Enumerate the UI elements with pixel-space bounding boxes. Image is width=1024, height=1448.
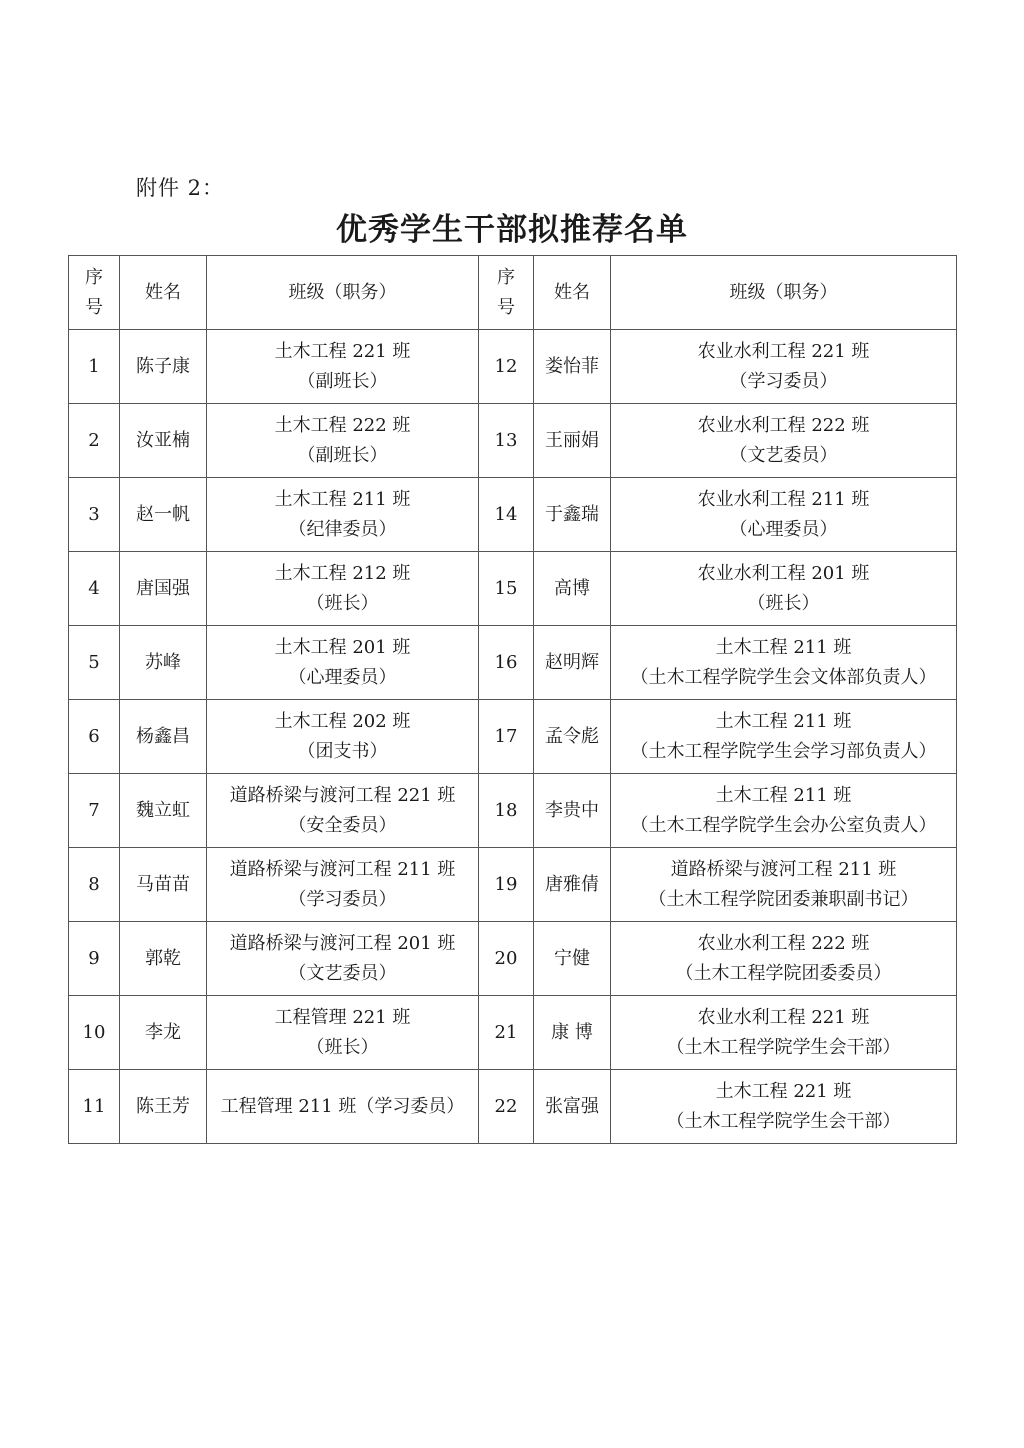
class-name: 道路桥梁与渡河工程 211 班 [229, 858, 456, 880]
class-duty-cell [207, 552, 479, 626]
duty-title: （班长） [747, 592, 820, 614]
table-body [69, 330, 957, 1144]
class-duty-cell [207, 700, 479, 774]
student-name: 苏峰 [120, 626, 207, 700]
class-duty-cell [207, 626, 479, 700]
class-name: 道路桥梁与渡河工程 221 班 [229, 784, 456, 806]
class-duty-cell [207, 1070, 479, 1144]
duty-title: （纪律委员） [288, 518, 397, 540]
class-duty-cell [611, 552, 957, 626]
class-name: 工程管理 221 班 [274, 1006, 411, 1028]
class-name: 土木工程 221 班 [274, 340, 411, 362]
duty-title: （心理委员） [288, 666, 397, 688]
student-name: 娄怡菲 [534, 330, 611, 404]
header-no-right [479, 256, 534, 330]
header-no-line1: 序 [497, 266, 515, 288]
student-name: 于鑫瑞 [534, 478, 611, 552]
table-row [69, 996, 957, 1070]
student-name: 马苗苗 [120, 848, 207, 922]
duty-title: （土木工程学院学生会办公室负责人） [630, 814, 937, 836]
student-name: 宁健 [534, 922, 611, 996]
class-name: 土木工程 211 班 [715, 784, 852, 806]
header-no-line2: 号 [85, 296, 103, 318]
class-name: 道路桥梁与渡河工程 201 班 [229, 932, 456, 954]
row-number: 18 [479, 774, 534, 848]
table-row [69, 478, 957, 552]
class-duty-cell [207, 330, 479, 404]
class-name: 道路桥梁与渡河工程 211 班 [670, 858, 897, 880]
class-duty-cell [207, 478, 479, 552]
duty-title: （文艺委员） [729, 444, 838, 466]
class-name: 农业水利工程 201 班 [697, 562, 870, 584]
row-number: 19 [479, 848, 534, 922]
row-number: 6 [69, 700, 120, 774]
duty-title: （土木工程学院学生会学习部负责人） [630, 740, 937, 762]
duty-title: （土木工程学院学生会干部） [666, 1036, 901, 1058]
page-title: 优秀学生干部拟推荐名单 [336, 212, 688, 248]
class-duty-cell [611, 774, 957, 848]
row-number: 8 [69, 848, 120, 922]
row-number: 1 [69, 330, 120, 404]
row-number: 21 [479, 996, 534, 1070]
duty-title: （土木工程学院团委兼职副书记） [648, 888, 919, 910]
table-row [69, 626, 957, 700]
class-name: 土木工程 211 班 [715, 710, 852, 732]
row-number: 14 [479, 478, 534, 552]
student-name: 赵一帆 [120, 478, 207, 552]
class-duty-cell [611, 404, 957, 478]
duty-title: （班长） [306, 1036, 379, 1058]
row-number: 15 [479, 552, 534, 626]
duty-title: （文艺委员） [288, 962, 397, 984]
class-name: 土木工程 212 班 [274, 562, 411, 584]
class-name: 农业水利工程 222 班 [697, 414, 870, 436]
class-duty-cell [611, 700, 957, 774]
student-name: 李贵中 [534, 774, 611, 848]
student-name: 唐国强 [120, 552, 207, 626]
duty-title: （学习委员） [288, 888, 397, 910]
recommendation-table [68, 255, 957, 1144]
class-duty-cell [611, 922, 957, 996]
duty-title: （副班长） [297, 370, 388, 392]
row-number: 13 [479, 404, 534, 478]
student-name: 郭乾 [120, 922, 207, 996]
table-row [69, 552, 957, 626]
class-duty-cell [207, 922, 479, 996]
student-name: 杨鑫昌 [120, 700, 207, 774]
student-name: 陈子康 [120, 330, 207, 404]
row-number: 5 [69, 626, 120, 700]
class-name: 土木工程 221 班 [715, 1080, 852, 1102]
header-no-line1: 序 [85, 266, 103, 288]
table-header-row [69, 256, 957, 330]
class-duty-cell [207, 404, 479, 478]
duty-title: （学习委员） [729, 370, 838, 392]
class-duty-cell [611, 848, 957, 922]
student-name: 陈王芳 [120, 1070, 207, 1144]
row-number: 7 [69, 774, 120, 848]
class-name: 土木工程 222 班 [274, 414, 411, 436]
class-duty-cell [611, 478, 957, 552]
row-number: 17 [479, 700, 534, 774]
student-name: 魏立虹 [120, 774, 207, 848]
header-name-left: 姓名 [120, 256, 207, 330]
header-name-right: 姓名 [534, 256, 611, 330]
class-duty-cell [207, 848, 479, 922]
table-row [69, 700, 957, 774]
class-duty-cell [611, 626, 957, 700]
header-class-left: 班级（职务） [207, 256, 479, 330]
class-name: 土木工程 211 班 [715, 636, 852, 658]
class-name: 农业水利工程 221 班 [697, 1006, 870, 1028]
class-duty-cell [611, 996, 957, 1070]
class-duty-cell [611, 1070, 957, 1144]
duty-title: （土木工程学院团委委员） [675, 962, 892, 984]
class-duty-cell [207, 996, 479, 1070]
duty-title: （安全委员） [288, 814, 397, 836]
row-number: 4 [69, 552, 120, 626]
student-name: 王丽娟 [534, 404, 611, 478]
row-number: 9 [69, 922, 120, 996]
student-name: 张富强 [534, 1070, 611, 1144]
duty-title: （土木工程学院学生会文体部负责人） [630, 666, 937, 688]
table-row [69, 848, 957, 922]
class-name: 土木工程 211 班 [274, 488, 411, 510]
table-row [69, 774, 957, 848]
row-number: 22 [479, 1070, 534, 1144]
row-number: 10 [69, 996, 120, 1070]
row-number: 11 [69, 1070, 120, 1144]
table-row [69, 1070, 957, 1144]
student-name: 赵明辉 [534, 626, 611, 700]
class-name: 农业水利工程 211 班 [697, 488, 870, 510]
table-row [69, 404, 957, 478]
duty-title: （团支书） [297, 740, 388, 762]
header-class-right: 班级（职务） [611, 256, 957, 330]
header-no-line2: 号 [497, 296, 515, 318]
row-number: 2 [69, 404, 120, 478]
header-no-left [69, 256, 120, 330]
row-number: 3 [69, 478, 120, 552]
row-number: 20 [479, 922, 534, 996]
student-name: 康 博 [534, 996, 611, 1070]
duty-title: （副班长） [297, 444, 388, 466]
attachment-label: 附件 2： [136, 176, 225, 200]
row-number: 16 [479, 626, 534, 700]
class-name: 土木工程 202 班 [274, 710, 411, 732]
student-name: 唐雅倩 [534, 848, 611, 922]
class-name: 工程管理 211 班（学习委员） [220, 1095, 465, 1117]
duty-title: （心理委员） [729, 518, 838, 540]
class-duty-cell [611, 330, 957, 404]
class-name: 土木工程 201 班 [274, 636, 411, 658]
row-number: 12 [479, 330, 534, 404]
table-row [69, 330, 957, 404]
student-name: 汝亚楠 [120, 404, 207, 478]
student-name: 李龙 [120, 996, 207, 1070]
duty-title: （班长） [306, 592, 379, 614]
student-name: 高博 [534, 552, 611, 626]
duty-title: （土木工程学院学生会干部） [666, 1110, 901, 1132]
student-name: 孟令彪 [534, 700, 611, 774]
class-duty-cell [207, 774, 479, 848]
class-name: 农业水利工程 221 班 [697, 340, 870, 362]
table-row [69, 922, 957, 996]
class-name: 农业水利工程 222 班 [697, 932, 870, 954]
